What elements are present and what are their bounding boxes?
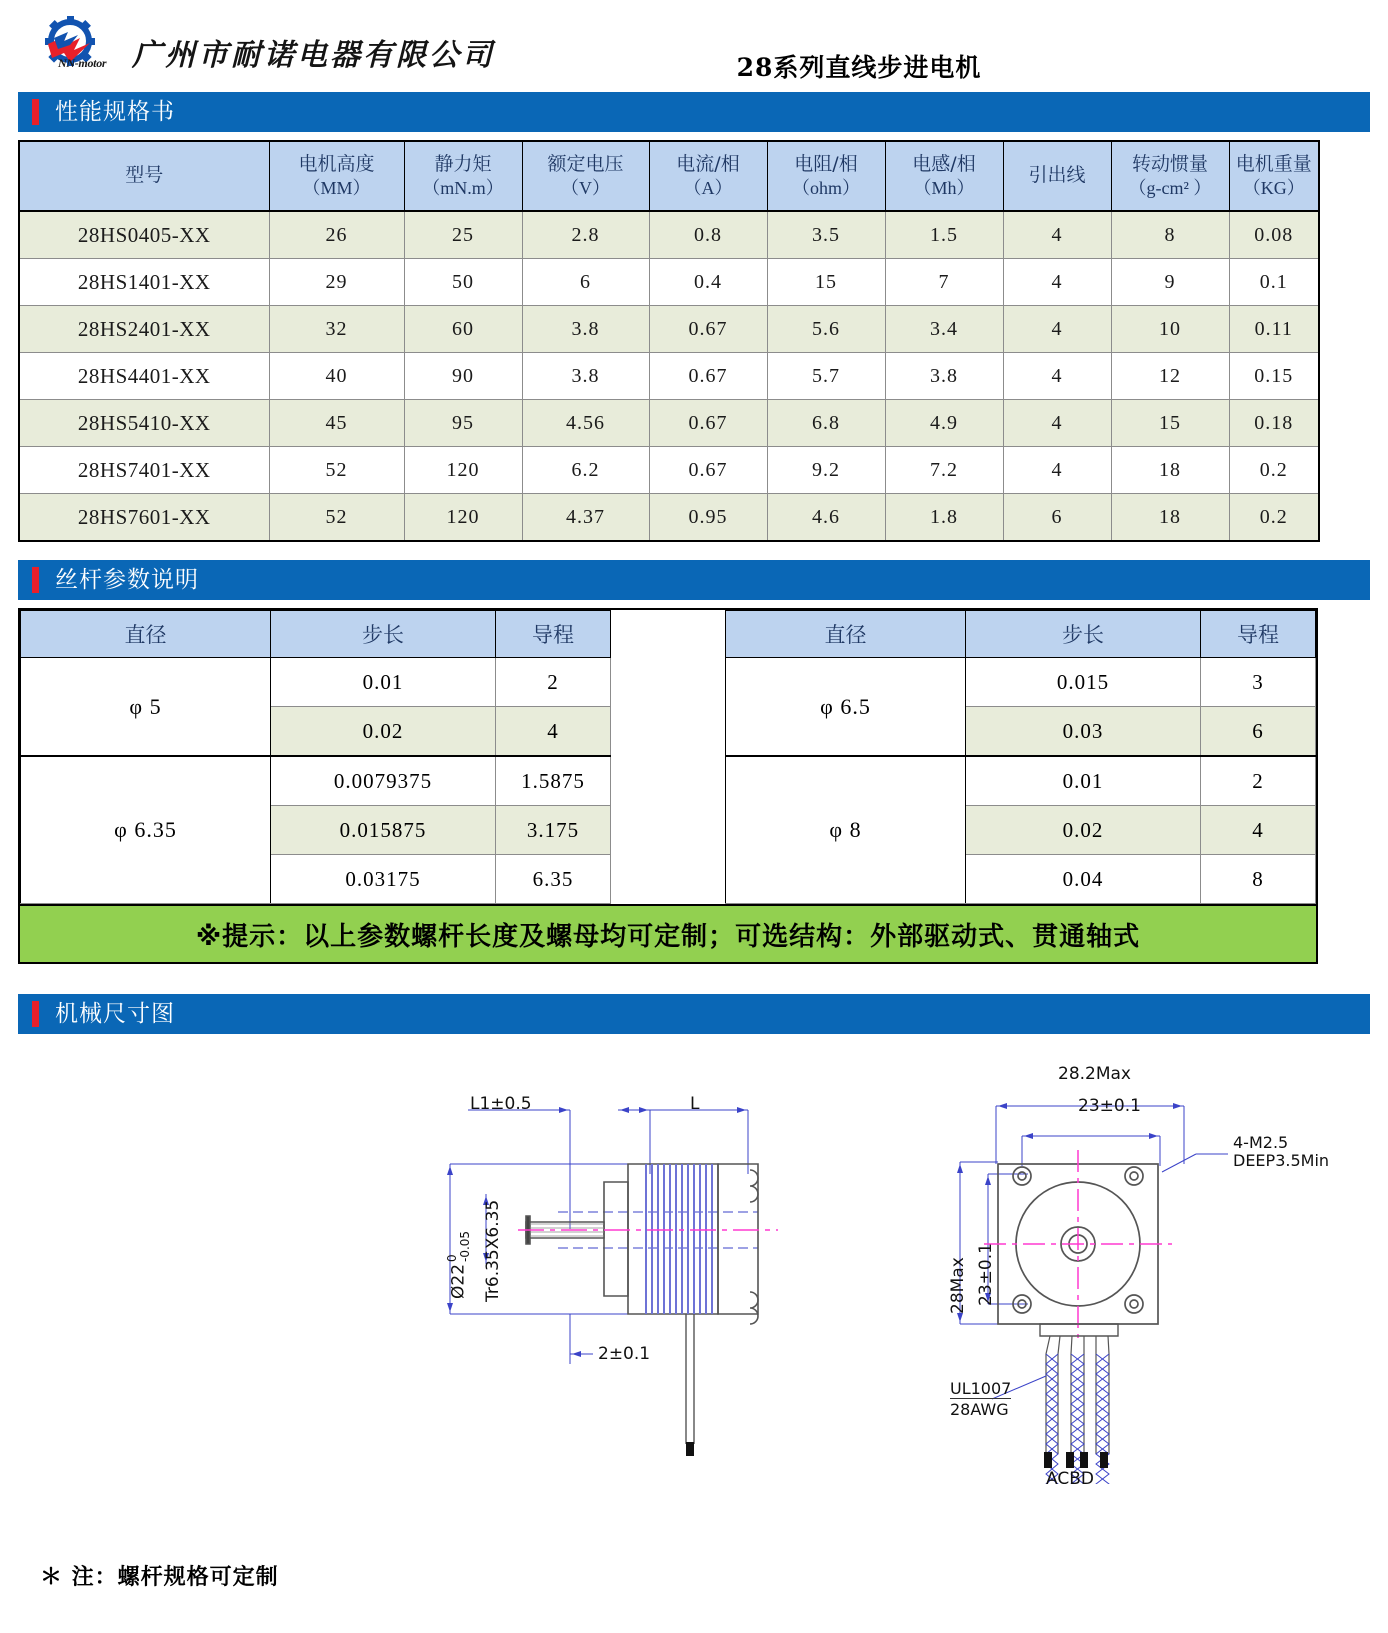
screw-lead-cell: 2 — [1201, 756, 1316, 806]
table-row — [19, 447, 1319, 494]
screw-lead-cell: 4 — [496, 707, 611, 757]
label-wire-spec-line2: 28AWG — [950, 1398, 1011, 1419]
spec-model-cell: 28HS7601-XX — [19, 494, 269, 542]
spec-value-cell: 95 — [404, 400, 522, 447]
spec-value-cell: 6 — [522, 259, 649, 306]
label-bolt-circle-vertical: 23±0.1 — [976, 1243, 996, 1306]
screw-col-header-2: 导程 — [496, 611, 611, 658]
spec-value-cell: 60 — [404, 306, 522, 353]
screw-right-header-row — [726, 611, 1316, 658]
spec-value-cell: 7 — [885, 259, 1003, 306]
spec-value-cell: 4.37 — [522, 494, 649, 542]
spec-value-cell: 15 — [1111, 400, 1229, 447]
spec-value-cell: 4 — [1003, 447, 1111, 494]
footnote: ＊ 注：螺杆规格可定制 — [40, 1565, 279, 1590]
screw-right-body — [726, 658, 1316, 904]
spec-value-cell: 0.18 — [1229, 400, 1319, 447]
label-l: L — [690, 1094, 700, 1114]
table-row — [21, 756, 611, 806]
spec-value-cell: 3.5 — [767, 211, 885, 259]
spec-value-cell: 0.95 — [649, 494, 767, 542]
table-row — [19, 259, 1319, 306]
spec-value-cell: 45 — [269, 400, 404, 447]
spec-value-cell: 10 — [1111, 306, 1229, 353]
section-tick-icon — [32, 1001, 39, 1027]
spec-value-cell: 3.4 — [885, 306, 1003, 353]
spec-col-header-2 — [404, 141, 522, 211]
screw-tables-spacer — [611, 610, 725, 904]
spec-value-cell: 0.1 — [1229, 259, 1319, 306]
screw-col-header-0: 直径 — [726, 611, 966, 658]
spec-value-cell: 0.67 — [649, 447, 767, 494]
spec-value-cell: 0.2 — [1229, 447, 1319, 494]
spec-model-cell: 28HS4401-XX — [19, 353, 269, 400]
spec-value-cell: 0.8 — [649, 211, 767, 259]
table-row — [726, 658, 1316, 707]
label-bolt-circle-horizontal: 23±0.1 — [1078, 1096, 1141, 1116]
spec-value-cell: 0.2 — [1229, 494, 1319, 542]
spec-value-cell: 5.6 — [767, 306, 885, 353]
section-tick-icon — [32, 567, 39, 593]
spec-value-cell: 18 — [1111, 447, 1229, 494]
spec-value-cell: 2.8 — [522, 211, 649, 259]
spec-value-cell: 6.2 — [522, 447, 649, 494]
screw-col-header-2: 导程 — [1201, 611, 1316, 658]
spec-value-cell: 3.8 — [885, 353, 1003, 400]
spec-col-unit: （KG） — [1242, 177, 1305, 198]
screw-step-cell: 0.01 — [271, 658, 496, 707]
spec-col-name: 电机重量 — [1235, 152, 1312, 175]
table-row — [726, 756, 1316, 806]
screw-left-header-row — [21, 611, 611, 658]
screw-col-header-1: 步长 — [966, 611, 1201, 658]
spec-model-cell: 28HS0405-XX — [19, 211, 269, 259]
spec-value-cell: 4 — [1003, 353, 1111, 400]
spec-value-cell: 0.08 — [1229, 211, 1319, 259]
label-tol-top: 0 — [445, 1254, 459, 1262]
section-title-spec: 性能规格书 — [55, 98, 175, 125]
screw-lead-cell: 1.5875 — [496, 756, 611, 806]
screw-lead-cell: 4 — [1201, 806, 1316, 855]
spec-value-cell: 52 — [269, 447, 404, 494]
spec-value-cell: 12 — [1111, 353, 1229, 400]
spec-value-cell: 1.5 — [885, 211, 1003, 259]
screw-lead-cell: 6.35 — [496, 855, 611, 904]
screw-step-cell: 0.01 — [966, 756, 1201, 806]
spec-value-cell: 9 — [1111, 259, 1229, 306]
page-header — [0, 0, 1388, 92]
spec-value-cell: 4 — [1003, 259, 1111, 306]
spec-value-cell: 0.67 — [649, 306, 767, 353]
screw-step-cell: 0.0079375 — [271, 756, 496, 806]
section-tick-icon — [32, 99, 39, 125]
spec-col-name: 额定电压 — [547, 152, 624, 175]
screw-step-cell: 0.03175 — [271, 855, 496, 904]
screw-step-cell: 0.02 — [966, 806, 1201, 855]
spec-col-name: 电机高度 — [298, 152, 375, 175]
spec-value-cell: 0.11 — [1229, 306, 1319, 353]
screw-tables-wrapper — [18, 608, 1318, 904]
spec-col-name: 静力矩 — [434, 152, 492, 175]
section-title-drawing: 机械尺寸图 — [55, 1000, 175, 1027]
spec-col-unit: （MM） — [302, 177, 371, 198]
spec-value-cell: 9.2 — [767, 447, 885, 494]
spec-value-cell: 50 — [404, 259, 522, 306]
spec-value-cell: 32 — [269, 306, 404, 353]
screw-diameter-cell: φ 6.5 — [726, 658, 966, 757]
label-wire-spec-line1: UL1007 — [950, 1379, 1012, 1398]
spec-value-cell: 15 — [767, 259, 885, 306]
series-title: 28系列直线步进电机 — [736, 53, 982, 82]
spec-model-cell: 28HS7401-XX — [19, 447, 269, 494]
spec-value-cell: 0.67 — [649, 353, 767, 400]
spec-value-cell: 40 — [269, 353, 404, 400]
spec-col-name: 转动惯量 — [1131, 152, 1208, 175]
spec-model-cell: 28HS5410-XX — [19, 400, 269, 447]
table-row — [19, 400, 1319, 447]
spec-col-unit: （Mh） — [913, 177, 975, 198]
label-width-max: 28.2Max — [1058, 1064, 1131, 1084]
label-height-max: 28Max — [948, 1257, 968, 1314]
spec-col-header-0 — [19, 141, 269, 211]
spec-col-header-9 — [1229, 141, 1319, 211]
spec-model-cell: 28HS1401-XX — [19, 259, 269, 306]
company-logo — [30, 14, 140, 82]
spec-value-cell: 4.9 — [885, 400, 1003, 447]
spec-table-body — [19, 211, 1319, 541]
spec-value-cell: 5.7 — [767, 353, 885, 400]
spec-value-cell: 3.8 — [522, 353, 649, 400]
label-wire-order: ACBD — [1046, 1469, 1094, 1489]
screw-step-cell: 0.015 — [966, 658, 1201, 707]
screw-table-left — [20, 610, 611, 904]
table-row — [21, 658, 611, 707]
screw-table-right — [725, 610, 1316, 904]
label-screw-spec — [1233, 1134, 1329, 1171]
spec-value-cell: 4 — [1003, 306, 1111, 353]
spec-col-unit: （A） — [683, 177, 733, 198]
spec-col-header-3 — [522, 141, 649, 211]
spec-value-cell: 29 — [269, 259, 404, 306]
spec-value-cell: 7.2 — [885, 447, 1003, 494]
table-row — [19, 211, 1319, 259]
spec-value-cell: 6 — [1003, 494, 1111, 542]
table-row — [19, 353, 1319, 400]
spec-value-cell: 0.67 — [649, 400, 767, 447]
screw-diameter-cell: φ 8 — [726, 756, 966, 904]
logo-subtext: NN-motor — [58, 56, 107, 70]
screw-lead-cell: 3 — [1201, 658, 1316, 707]
spec-value-cell: 0.4 — [649, 259, 767, 306]
drawing-side-view — [418, 1064, 838, 1484]
mechanical-drawings — [18, 1044, 1330, 1514]
section-title-screw: 丝杆参数说明 — [55, 566, 199, 593]
spec-model-cell: 28HS2401-XX — [19, 306, 269, 353]
screw-step-cell: 0.02 — [271, 707, 496, 757]
table-row — [19, 306, 1319, 353]
screw-step-cell: 0.04 — [966, 855, 1201, 904]
spec-value-cell: 18 — [1111, 494, 1229, 542]
spec-col-unit: （g-cm² ） — [1128, 177, 1212, 198]
label-tol-bottom: -0.05 — [457, 1230, 472, 1262]
section-header-drawing — [18, 994, 1370, 1034]
label-thickness: 2±0.1 — [598, 1344, 651, 1364]
spec-col-name: 电感/相 — [912, 152, 976, 175]
spec-col-header-4 — [649, 141, 767, 211]
spec-col-header-8 — [1111, 141, 1229, 211]
spec-table — [18, 140, 1320, 542]
spec-value-cell: 90 — [404, 353, 522, 400]
screw-left-body — [21, 658, 611, 904]
screw-step-cell: 0.015875 — [271, 806, 496, 855]
spec-col-unit: （mN.m） — [422, 177, 504, 198]
spec-value-cell: 4 — [1003, 211, 1111, 259]
label-diameter-22 — [446, 1231, 471, 1299]
notice-banner: ※提示：以上参数螺杆长度及螺母均可定制；可选结构：外部驱动式、贯通轴式 — [18, 904, 1318, 964]
label-diameter-22-value: Ø22 — [448, 1263, 469, 1299]
spec-col-header-6 — [885, 141, 1003, 211]
section-header-screw — [18, 560, 1370, 600]
screw-lead-cell: 2 — [496, 658, 611, 707]
screw-col-header-0: 直径 — [21, 611, 271, 658]
spec-value-cell: 6.8 — [767, 400, 885, 447]
table-row — [19, 494, 1319, 542]
label-wire-spec — [950, 1379, 1011, 1419]
spec-col-name: 引出线 — [1028, 164, 1086, 187]
spec-value-cell: 1.8 — [885, 494, 1003, 542]
spec-value-cell: 4 — [1003, 400, 1111, 447]
screw-step-cell: 0.03 — [966, 707, 1201, 757]
screw-lead-cell: 6 — [1201, 707, 1316, 757]
spec-value-cell: 120 — [404, 447, 522, 494]
spec-col-header-7 — [1003, 141, 1111, 211]
spec-col-name: 型号 — [125, 164, 164, 187]
label-l1: L1±0.5 — [470, 1094, 532, 1114]
spec-value-cell: 26 — [269, 211, 404, 259]
section-header-spec — [18, 92, 1370, 132]
screw-diameter-cell: φ 5 — [21, 658, 271, 757]
spec-value-cell: 120 — [404, 494, 522, 542]
company-name: 广州市耐诺电器有限公司 — [132, 38, 495, 73]
spec-value-cell: 52 — [269, 494, 404, 542]
spec-col-unit: （V） — [561, 177, 610, 198]
spec-col-unit: （ohm） — [791, 177, 860, 198]
label-screw-spec-line2: DEEP3.5Min — [1233, 1151, 1330, 1171]
spec-value-cell: 0.15 — [1229, 353, 1319, 400]
screw-lead-cell: 8 — [1201, 855, 1316, 904]
spec-value-cell: 3.8 — [522, 306, 649, 353]
spec-col-header-1 — [269, 141, 404, 211]
spec-col-name: 电流/相 — [676, 152, 740, 175]
label-thread-spec: Tr6.35X6.35 — [483, 1199, 503, 1302]
spec-value-cell: 8 — [1111, 211, 1229, 259]
spec-col-header-5 — [767, 141, 885, 211]
screw-col-header-1: 步长 — [271, 611, 496, 658]
label-screw-spec-line1: 4-M2.5 — [1233, 1133, 1289, 1152]
spec-value-cell: 25 — [404, 211, 522, 259]
screw-diameter-cell: φ 6.35 — [21, 756, 271, 904]
spec-value-cell: 4.6 — [767, 494, 885, 542]
screw-lead-cell: 3.175 — [496, 806, 611, 855]
spec-value-cell: 4.56 — [522, 400, 649, 447]
spec-header-row — [19, 141, 1319, 211]
spec-col-name: 电阻/相 — [794, 152, 858, 175]
